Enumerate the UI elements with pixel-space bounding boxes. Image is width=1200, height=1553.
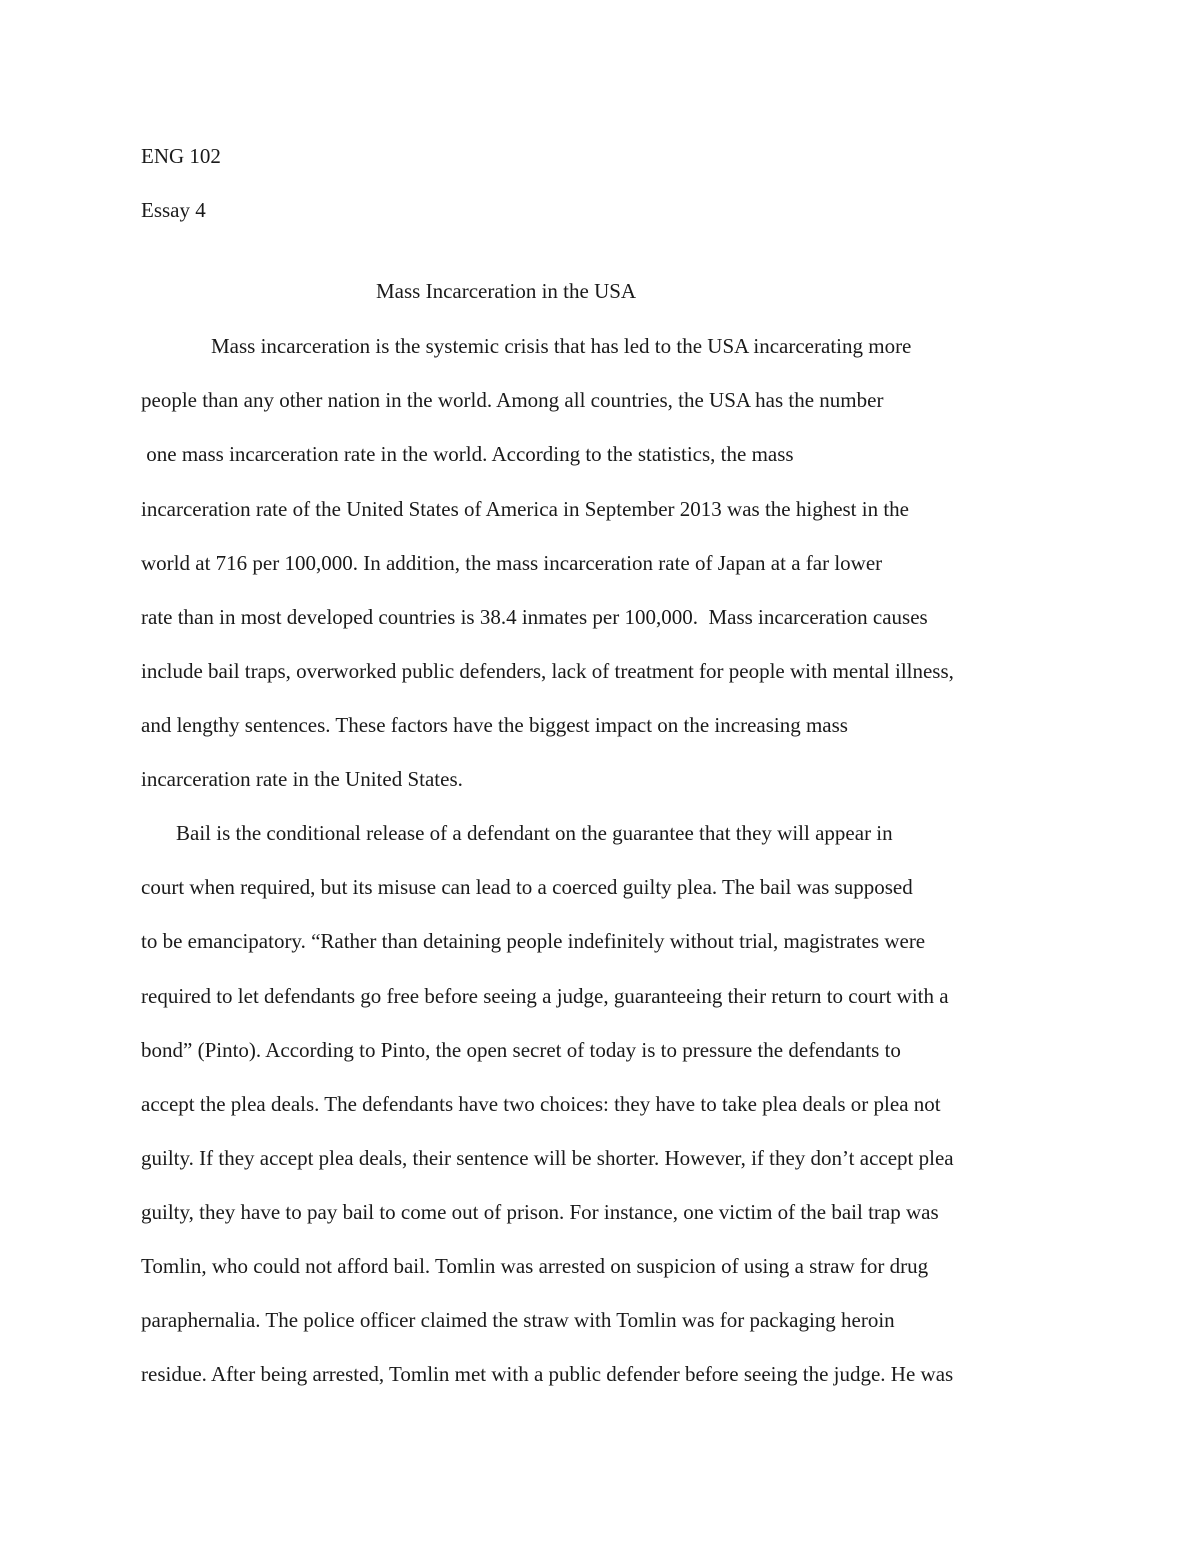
paragraph-line: guilty. If they accept plea deals, their sentence will be shorter. However, if they don’t accept plea bbox=[141, 1146, 954, 1170]
paragraph-line: incarceration rate of the United States of America in September 2013 was the highest in the bbox=[141, 497, 910, 521]
paragraph-line: Mass incarceration is the systemic crisis that has led to the USA incarcerating more bbox=[211, 334, 912, 358]
paragraph-line: residue. After being arrested, Tomlin met with a public defender before seeing the judge. He was bbox=[141, 1362, 954, 1386]
paragraph-line: Tomlin, who could not afford bail. Tomlin was arrested on suspicion of using a straw for drug bbox=[141, 1254, 929, 1278]
paragraph-line: accept the plea deals. The defendants have two choices: they have to take plea deals or plea not bbox=[141, 1092, 941, 1116]
paragraph-line: rate than in most developed countries is 38.4 inmates per 100,000. Mass incarceration causes bbox=[141, 605, 928, 629]
paragraph-line: people than any other nation in the world. Among all countries, the USA has the number bbox=[141, 388, 884, 412]
course-label: ENG 102 bbox=[141, 144, 221, 168]
paragraph-line: incarceration rate in the United States. bbox=[141, 767, 463, 791]
paragraph-line: required to let defendants go free before seeing a judge, guaranteeing their return to court with a bbox=[141, 984, 949, 1008]
paragraph-line: Bail is the conditional release of a defendant on the guarantee that they will appear in bbox=[176, 821, 893, 845]
paragraph-line: paraphernalia. The police officer claimed the straw with Tomlin was for packaging heroin bbox=[141, 1308, 895, 1332]
assignment-label: Essay 4 bbox=[141, 198, 206, 222]
paragraph-line: court when required, but its misuse can lead to a coerced guilty plea. The bail was supposed bbox=[141, 875, 913, 899]
paragraph-line: one mass incarceration rate in the world. According to the statistics, the mass bbox=[141, 442, 794, 466]
paragraph-line: include bail traps, overworked public defenders, lack of treatment for people with mental illness, bbox=[141, 659, 954, 683]
paragraph-line: and lengthy sentences. These factors have the biggest impact on the increasing mass bbox=[141, 713, 848, 737]
paragraph-line: to be emancipatory. “Rather than detaining people indefinitely without trial, magistrates were bbox=[141, 929, 926, 953]
paragraph-line: bond” (Pinto). According to Pinto, the open secret of today is to pressure the defendants to bbox=[141, 1038, 901, 1062]
paragraph-line: world at 716 per 100,000. In addition, the mass incarceration rate of Japan at a far lower bbox=[141, 551, 883, 575]
paragraph-line: guilty, they have to pay bail to come out of prison. For instance, one victim of the bail trap was bbox=[141, 1200, 939, 1224]
essay-title: Mass Incarceration in the USA bbox=[376, 279, 637, 303]
